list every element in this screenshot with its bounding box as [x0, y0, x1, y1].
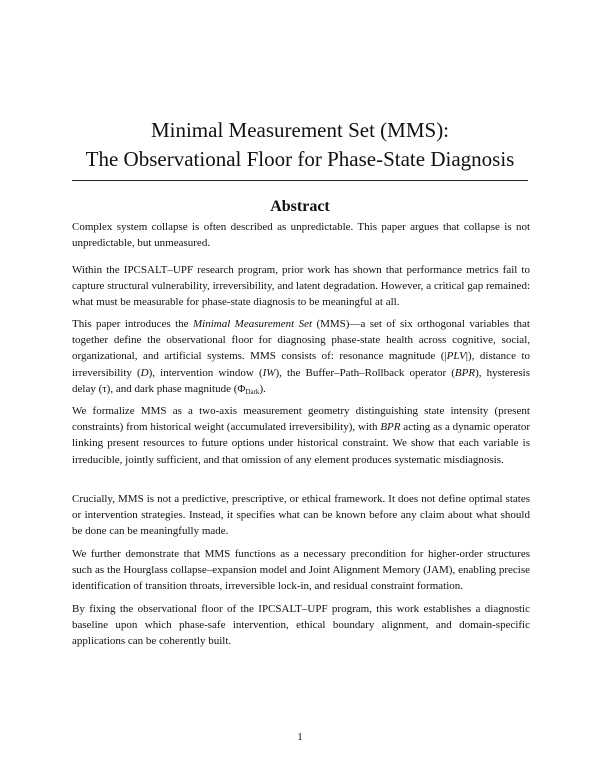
abstract-paragraph-1: Complex system collapse is often described as unpredictable. This paper argues that collapse is not unpredictable, but unmeasured.	[72, 221, 530, 250]
var-bpr: BPR	[380, 421, 401, 434]
abstract-heading: Abstract	[270, 198, 330, 215]
page-number: 1	[297, 731, 303, 743]
title-divider	[72, 180, 528, 181]
mms-term: Minimal Measurement Set	[192, 318, 313, 330]
paper-title-line-2: The Observational Floor for Phase-State Diagnosis	[85, 147, 515, 171]
abstract-paragraph-4: We formalize MMS as a two-axis measurement geometry distinguishing state intensity (present constraints) from historical weight (accumulated irreversibility), with BPR acting as a dynamic operator linking present resources to future options under historical constraint. We show that each variable is irreducible, jointly sufficient, and that omission of any element produces systematic misdiagnosis.	[72, 405, 530, 466]
var-d: D	[140, 366, 149, 379]
paper-title-line-1: Minimal Measurement Set (MMS):	[150, 118, 450, 142]
abstract-paragraph-5: Crucially, MMS is not a predictive, prescriptive, or ethical framework. It does not define optimal states or intervention strategies. Instead, it specifies what can be known before any claim about what should be done can be meaningfully made.	[72, 493, 530, 538]
abstract-paragraph-6: We further demonstrate that MMS functions as a necessary precondition for higher-order structures such as the Hourglass collapse–expansion model and Joint Alignment Memory (JAM), enabling precise identification of transition throats, irreversible lock-in, and residual constraint formation.	[72, 548, 530, 593]
abstract-paragraph-7: By fixing the observational floor of the IPCSALT–UPF program, this work establishes a diagnostic baseline upon which phase-safe intervention, ethical boundary alignment, and domain-specific applications can be coherently built.	[72, 603, 530, 648]
var-bpr: BPR	[454, 366, 476, 379]
var-plv: PLV	[446, 350, 466, 363]
abstract-paragraph-2: Within the IPCSALT–UPF research program, prior work has shown that performance metrics fail to capture structural vulnerability, irreversibility, and latent degradation. However, a critical gap remained: what must be measurable for phase-state diagnosis to be meaningful at all.	[72, 264, 530, 309]
abstract-paragraph-3: This paper introduces the Minimal Measurement Set (MMS)—a set of six orthogonal variables that together define the observational floor for diagnosing phase-state health across cognitive, social, organizational, and artificial systems. MMS consists of: resonance magnitude (|PLV|), distance to irreversibility (D), intervention window (IW), the Buffer–Path–Rollback operator (BPR), hysteresis delay (τ), and dark phase magnitude $(\Phi_{Dark})$.	[72, 318, 530, 396]
var-dark-subscript: Dark	[245, 387, 260, 396]
var-iw: IW	[262, 366, 276, 379]
